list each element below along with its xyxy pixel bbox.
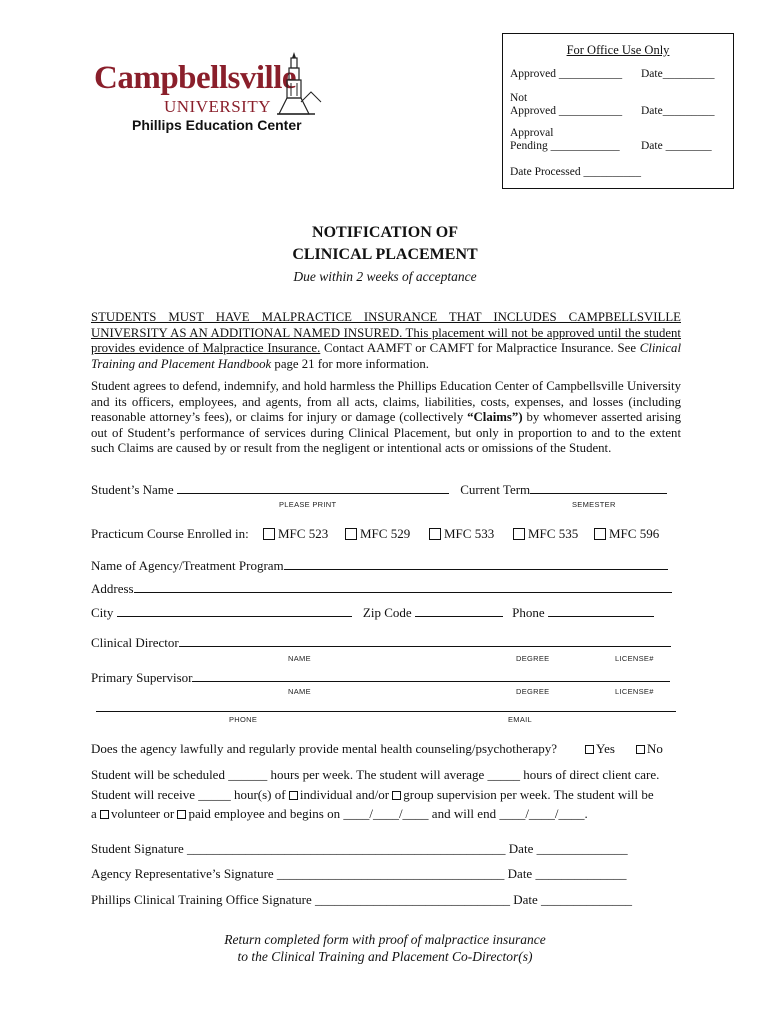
agency-name-field[interactable] [284,558,668,570]
practicum-option-533[interactable] [429,526,494,542]
checkbox-icon [345,528,357,540]
employment-text-2: volunteer or [111,806,175,821]
student-name-label: Student’s Name [91,482,174,497]
volunteer-checkbox[interactable] [100,810,109,819]
indemnity-paragraph [91,379,681,457]
clinical-director-field[interactable] [179,635,671,647]
supervisor-email-caption: EMAIL [508,715,533,724]
primary-supervisor-row [91,670,670,686]
indemnity-text-end: by whomever asserted arising out of Student’s performance of services during Clinical Placement, but only in proportion to and to the extent such Claims are caused by or result from the negligent or intentional acts or omissions of the Student. [91,410,682,456]
group-supervision-checkbox[interactable] [392,791,401,800]
director-name-caption: NAME [288,654,311,663]
handbook-reference: Clinical Training and Placement Handbook [91,341,681,371]
agency-name-label: Name of Agency/Treatment Program [91,558,284,573]
address-label: Address [91,581,134,596]
agency-signature-row[interactable]: Agency Representative’s Signature ___________________________________ Date ______________ [91,866,627,881]
phone-field[interactable] [548,605,654,617]
supervisor-name-caption: NAME [288,687,311,696]
insurance-paragraph [91,310,681,372]
mental-health-question-text: Does the agency lawfully and regularly provide mental health counseling/psychotherapy? [91,741,558,756]
chapel-steeple-icon [277,52,322,117]
answer-no-label: No [647,741,663,756]
employment-text-3: paid employee and begins on ____/____/____ and will end ____/____/____. [188,806,588,821]
office-not-approved-date: Date_________ [641,105,715,117]
footer-instructions [0,931,770,965]
address-field[interactable] [134,581,672,593]
city-row [91,605,654,621]
answer-yes-label: Yes [596,741,615,756]
practicum-option-535[interactable] [513,526,578,542]
supervision-text-3: group supervision per week. The student will be [403,787,654,802]
logo-university: UNIVERSITY [164,97,271,116]
practicum-label: Practicum Course Enrolled in: [91,526,249,541]
answer-no[interactable] [636,741,663,757]
title-line-1: NOTIFICATION OF [312,224,458,241]
please-print-caption: PLEASE PRINT [279,500,337,509]
insurance-contact: Contact AAMFT or CAMFT for Malpractice Insurance. See [320,341,640,356]
practicum-option-label: MFC 535 [528,526,579,541]
office-not: Not [510,92,528,104]
title-line-2: CLINICAL PLACEMENT [292,246,478,263]
clinical-director-row [91,635,671,651]
insurance-requirement: STUDENTS MUST HAVE MALPRACTICE INSURANCE THAT INCLUDES CAMPBELLSVILLE UNIVERSITY AS AN ADDITIONAL NAMED INSURED. This placement will not be approved until the student provides evidence of Malpractice Insurance. [91,310,681,356]
footer-line-2: to the Clinical Training and Placement Co-Director(s) [237,949,533,964]
supervision-statement [91,787,654,803]
checkbox-icon [263,528,275,540]
phone-label: Phone [512,605,545,620]
form-title [0,222,770,285]
practicum-option-529[interactable] [345,526,410,542]
zip-label: Zip Code [362,605,412,620]
practicum-option-label: MFC 529 [360,526,411,541]
semester-caption: SEMESTER [572,500,616,509]
checkbox-icon [585,745,594,754]
student-name-row [91,482,667,498]
practicum-option-label: MFC 523 [278,526,329,541]
employment-text-1: a [91,806,97,821]
claims-term: “Claims”) [467,410,523,425]
practicum-option-523[interactable] [263,526,328,542]
city-field[interactable] [117,605,352,617]
indemnity-text: Student agrees to defend, indemnify, and hold harmless the Phillips Education Center of Campbellsville University and its officers, employees, and agents, from all acts, claims, liabilities, costs, expenses, and losses (including reasonable attorney’s fees), or claims for injury or damage (collectively [91,379,681,425]
office-pending: Pending ____________ [510,140,620,152]
office-use-title: For Office Use Only [566,43,670,57]
footer-line-1: Return completed form with proof of malpractice insurance [224,932,546,947]
director-license-caption: LICENSE# [615,654,654,663]
individual-supervision-checkbox[interactable] [289,791,298,800]
checkbox-icon [429,528,441,540]
city-label: City [91,605,114,620]
paid-employee-checkbox[interactable] [177,810,186,819]
office-not-approved: Approved ___________ [510,105,623,117]
practicum-option-label: MFC 533 [444,526,495,541]
checkbox-icon [594,528,606,540]
current-term-field[interactable] [530,482,667,494]
primary-supervisor-label: Primary Supervisor [91,670,193,685]
office-use-box [502,33,734,189]
insurance-rest: page 21 for more information. [271,356,429,371]
zip-field[interactable] [415,605,503,617]
supervisor-degree-caption: DEGREE [516,687,550,696]
address-row [91,581,672,597]
office-approved-date: Date_________ [641,68,715,80]
supervision-text-2: individual and/or [299,787,390,802]
supervisor-contact-field[interactable] [96,711,676,712]
employment-statement [91,806,588,822]
office-signature-row[interactable]: Phillips Clinical Training Office Signature ______________________________ Date ______________ [91,892,633,907]
current-term-label: Current Term [460,482,531,497]
due-date-note: Due within 2 weeks of acceptance [293,269,477,284]
mental-health-question [91,741,557,757]
office-approval: Approval [510,127,554,139]
student-name-field[interactable] [177,482,449,494]
logo-wordmark: Campbellsville [94,60,297,96]
logo-center-name: Phillips Education Center [132,117,302,133]
office-pending-date: Date ________ [641,140,712,152]
practicum-option-596[interactable] [594,526,659,542]
supervisor-license-caption: LICENSE# [615,687,654,696]
director-degree-caption: DEGREE [516,654,550,663]
checkbox-icon [513,528,525,540]
schedule-statement: Student will be scheduled ______ hours per week. The student will average _____ hours of direct client care. [91,767,660,782]
answer-yes[interactable] [585,741,615,757]
clinical-director-label: Clinical Director [91,635,179,650]
supervisor-phone-caption: PHONE [229,715,258,724]
checkbox-icon [636,745,645,754]
office-approved: Approved ___________ [510,68,623,80]
primary-supervisor-field[interactable] [192,670,670,682]
agency-name-row [91,558,668,574]
supervision-text-1: Student will receive _____ hour(s) of [91,787,286,802]
office-processed: Date Processed __________ [510,166,641,178]
student-signature-row[interactable]: Student Signature _________________________________________________ Date ______________ [91,841,628,856]
practicum-row [91,526,249,542]
logo [92,52,327,137]
practicum-option-label: MFC 596 [609,526,660,541]
